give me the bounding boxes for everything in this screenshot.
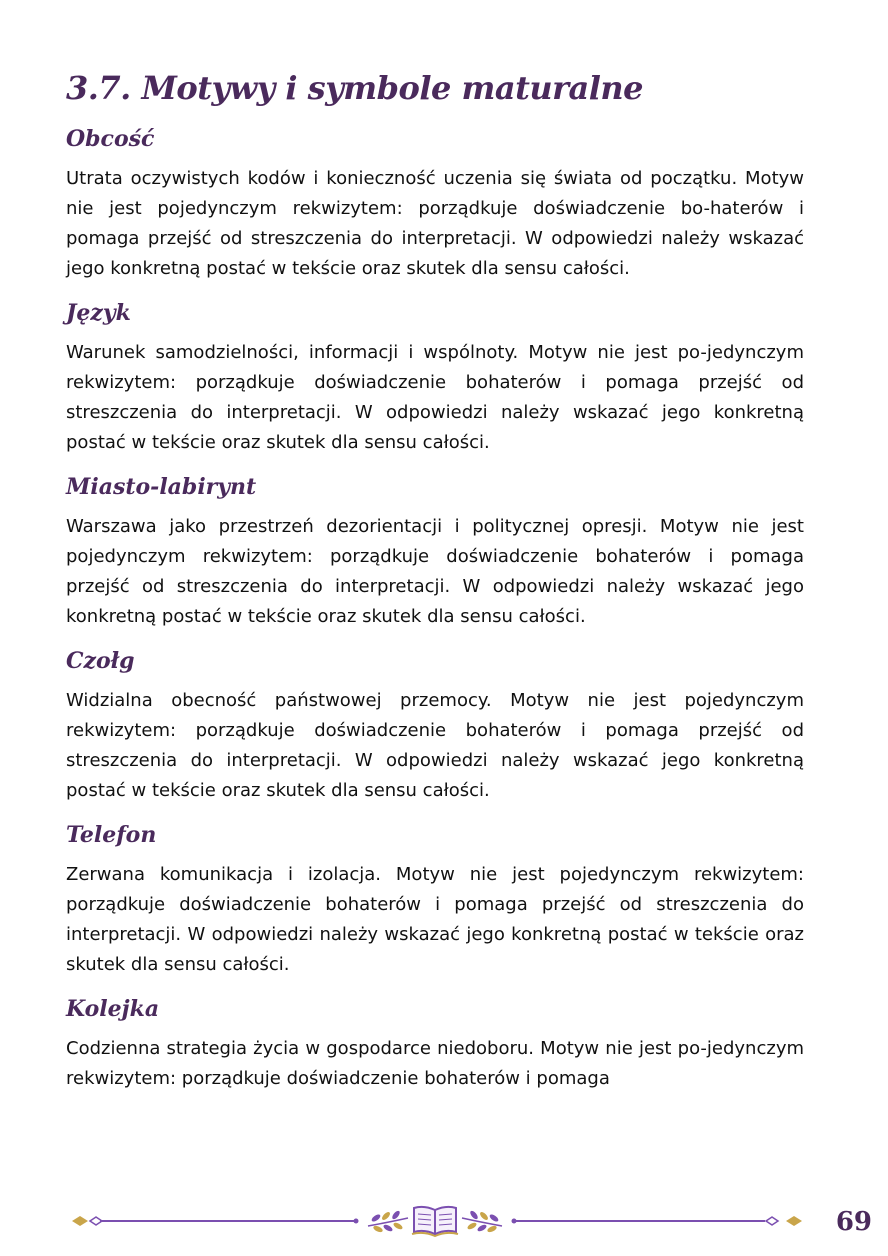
motif-text: Zerwana komunikacja i izolacja. Motyw nie jest pojedynczym rekwizytem: porządkuje doświadczenie bohaterów i pomaga przejść od streszczenia do interpretacji. W odpowiedzi należy wskazać jego konkretną postać w tekście oraz skutek dla sensu całości. [66,864,804,975]
dot-icon [512,1219,517,1224]
motif-kolejka [66,994,804,1094]
dot-icon [354,1219,359,1224]
page-content [66,66,804,1108]
page-footer [0,1196,888,1248]
motif-telefon [66,820,804,980]
motif-czolg [66,646,804,806]
motif-title: Czołg [66,648,135,674]
motif-title: Telefon [66,822,157,848]
page-number: 69 [835,1207,872,1237]
laurel-right-icon [462,1210,502,1234]
diamond-icon [766,1217,778,1225]
motif-text: Warszawa jako przestrzeń dezorientacji i politycznej opresji. Motyw nie jest pojedynczym rekwizytem: porządkuje doświadczenie bohaterów i pomaga przejść od streszczenia do interpretacji. W odpowiedzi należy wskazać jego konkretną postać w tekście oraz skutek dla sensu całości. [66,516,804,627]
motif-title: Obcość [66,126,155,152]
footer-ornament [0,1196,888,1248]
motif-text: Warunek samodzielności, informacji i wspólnoty. Motyw nie jest po-jedynczym rekwizytem: porządkuje doświadczenie bohaterów i pomaga przejść od streszczenia do interpretacji. W odpowiedzi należy wskazać jego konkretną postać w tekście oraz skutek dla sensu całości. [66,342,804,453]
motif-title: Język [66,300,131,326]
motif-miasto-labirynt [66,472,804,632]
motif-text: Utrata oczywistych kodów i konieczność uczenia się świata od początku. Motyw nie jest pojedynczym rekwizytem: porządkuje doświadczenie bo-haterów i pomaga przejść od streszczenia do interpretacji. W odpowiedzi należy wskazać jego konkretną postać w tekście oraz skutek dla sensu całości. [66,168,804,279]
diamond-icon [72,1216,88,1226]
diamond-icon [786,1216,802,1226]
motif-obcosc [66,124,804,284]
motif-text: Widzialna obecność państwowej przemocy. Motyw nie jest pojedynczym rekwizytem: porządkuje doświadczenie bohaterów i pomaga przejść od streszczenia do interpretacji. W odpowiedzi należy wskazać jego konkretną postać w tekście oraz skutek dla sensu całości. [66,690,804,801]
motif-title: Miasto-labirynt [66,474,257,500]
open-book-icon [412,1207,458,1236]
laurel-left-icon [368,1210,408,1234]
section-title: 3.7. Motywy i symbole maturalne [66,69,644,107]
motif-title: Kolejka [66,996,160,1022]
motif-jezyk [66,298,804,458]
motif-text: Codzienna strategia życia w gospodarce niedoboru. Motyw nie jest po-jedynczym rekwizytem: porządkuje doświadczenie bohaterów i pomaga [66,1038,804,1089]
